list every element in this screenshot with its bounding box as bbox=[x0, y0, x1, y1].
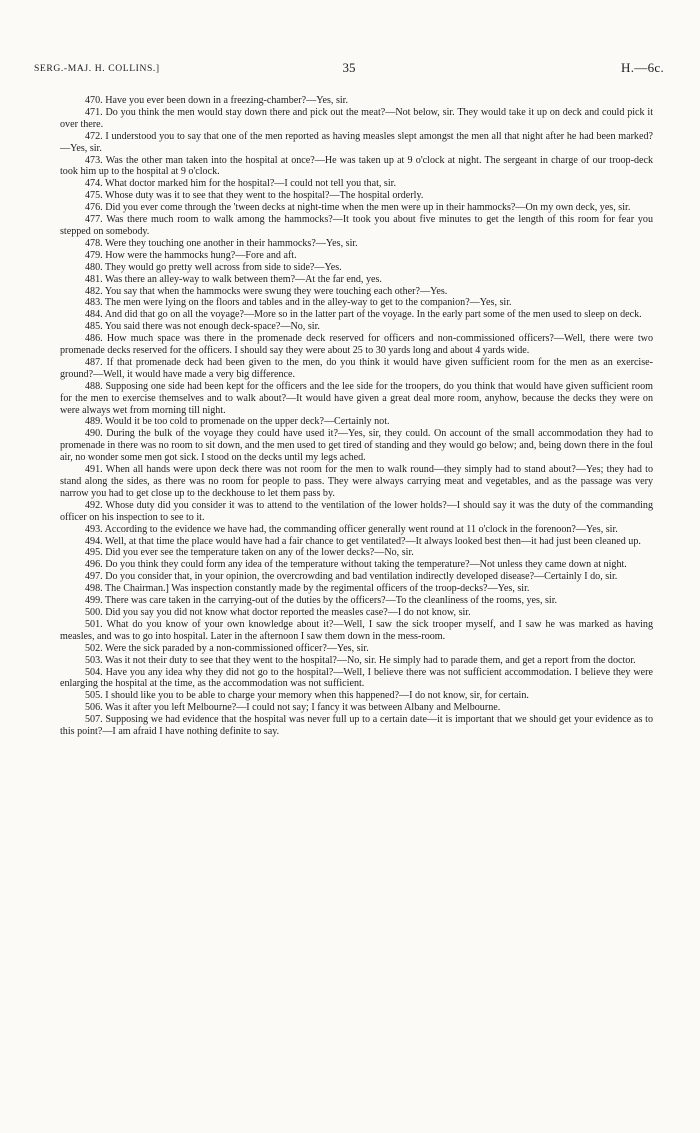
question-paragraph: 507. Supposing we had evidence that the hospital was never full up to a certain date—it is important that we should get your evidence as to this point?—I am afraid I have nothing definite to say. bbox=[60, 714, 653, 738]
question-paragraph: 479. How were the hammocks hung?—Fore and aft. bbox=[85, 249, 297, 261]
question-paragraph: 476. Did you ever come through the 'tween decks at night-time when the men were up in their hammocks?—On my own deck, yes, sir. bbox=[85, 202, 631, 214]
document-reference: H.—6c. bbox=[621, 60, 664, 75]
question-paragraph: 480. They would go pretty well across from side to side?—Yes. bbox=[85, 261, 342, 273]
question-paragraph: 478. Were they touching one another in their hammocks?—Yes, sir. bbox=[85, 237, 358, 249]
question-paragraph: 499. There was care taken in the carrying-out of the duties by the officers?—To the cleanliness of the rooms, yes, sir. bbox=[85, 595, 558, 607]
question-paragraph: 484. And did that go on all the voyage?—More so in the latter part of the voyage. In the early part some of the men used to sleep on deck. bbox=[85, 309, 642, 321]
question-paragraph: 474. What doctor marked him for the hospital?—I could not tell you that, sir. bbox=[85, 178, 396, 190]
question-paragraph: 506. Was it after you left Melbourne?—I could not say; I fancy it was between Albany and Melbourne. bbox=[85, 702, 501, 714]
evidence-text bbox=[60, 95, 653, 738]
question-paragraph: 500. Did you say you did not know what doctor reported the measles case?—I do not know, sir. bbox=[85, 606, 471, 618]
question-paragraph: 501. What do you know of your own knowledge about it?—Well, I saw the sick trooper myself, and I saw he was marked as having measles, and was to go into hospital. Later in the afternoon I saw them down in the mess-room. bbox=[60, 618, 653, 642]
question-paragraph: 475. Whose duty was it to see that they went to the hospital?—The hospital orderly. bbox=[85, 190, 424, 202]
question-paragraph: 481. Was there an alley-way to walk between them?—At the far end, yes. bbox=[85, 273, 382, 285]
question-paragraph: 487. If that promenade deck had been given to the men, do you think it would have given sufficient room for the men as an exercise-ground?—Well, it would have made a very big difference. bbox=[60, 356, 653, 380]
question-paragraph: 493. According to the evidence we have had, the commanding officer generally went round at 11 o'clock in the forenoon?—Yes, sir. bbox=[85, 523, 618, 535]
question-paragraph: 482. You say that when the hammocks were swung they were touching each other?—Yes. bbox=[85, 285, 448, 297]
question-paragraph: 473. Was the other man taken into the hospital at once?—He was taken up at 9 o'clock at night. The sergeant in charge of our troop-deck took him up to the hospital at 9 o'clock. bbox=[60, 154, 653, 178]
question-paragraph: 471. Do you think the men would stay down there and pick out the meat?—Not below, sir. They would take it up on deck and could pick it over there. bbox=[60, 106, 653, 130]
question-paragraph: 494. Well, at that time the place would have had a fair chance to get ventilated?—It always looked best then—it had just been cleaned up. bbox=[85, 535, 641, 547]
question-paragraph: 492. Whose duty did you consider it was to attend to the ventilation of the lower holds?—I should say it was the duty of the commanding officer on his inspection to see to it. bbox=[60, 499, 653, 523]
question-paragraph: 488. Supposing one side had been kept for the officers and the lee side for the troopers, do you think that would have given sufficient room for the men to exercise themselves and to walk about?—It would have given a great deal more room, anyhow, because the decks they were on were always wet from morning till night. bbox=[60, 380, 653, 416]
header-witness-name: SERG.-MAJ. H. COLLINS.] bbox=[34, 63, 160, 74]
page-header bbox=[34, 60, 664, 78]
question-paragraph: 486. How much space was there in the promenade deck reserved for officers and non-commissioned officers?—Well, there were two promenade decks reserved for the officers. I should say they were about 25 to 30 yards long and about 4 yards wide. bbox=[60, 333, 653, 357]
question-paragraph: 498. The Chairman.] Was inspection constantly made by the regimental officers of the troop-decks?—Yes, sir. bbox=[85, 583, 530, 595]
question-paragraph: 503. Was it not their duty to see that they went to the hospital?—No, sir. He simply had to parade them, and get a report from the doctor. bbox=[85, 654, 636, 666]
question-paragraph: 496. Do you think they could form any idea of the temperature without taking the temperature?—Not unless they came down at night. bbox=[85, 559, 627, 571]
page-number: 35 bbox=[342, 60, 356, 75]
question-paragraph: 491. When all hands were upon deck there was not room for the men to walk round—they simply had to stand about?—Yes; they had to stand along the sides, as there was no room for people to pass. They were always carrying meat and vegetables, and as the passage was very narrow you had to get close up to the deckhouse to let them pass by. bbox=[60, 464, 653, 499]
question-paragraph: 502. Were the sick paraded by a non-commissioned officer?—Yes, sir. bbox=[85, 642, 369, 654]
question-paragraph: 489. Would it be too cold to promenade on the upper deck?—Certainly not. bbox=[85, 416, 390, 428]
question-paragraph: 495. Did you ever see the temperature taken on any of the lower decks?—No, sir. bbox=[85, 547, 414, 559]
question-paragraph: 485. You said there was not enough deck-space?—No, sir. bbox=[85, 321, 320, 333]
question-paragraph: 490. During the bulk of the voyage they could have used it?—Yes, sir, they could. On account of the small accommodation they had to promenade in there was no room to sit down, and the men used to get tired of standing and they would go below; and, being down there in the foul air, no wonder some men got sick. I stood on the decks until my legs ached. bbox=[60, 428, 653, 464]
question-paragraph: 477. Was there much room to walk among the hammocks?—It took you about five minutes to get the length of this room for fear you stepped on somebody. bbox=[60, 214, 653, 237]
question-paragraph: 504. Have you any idea why they did not go to the hospital?—Well, I believe there was not sufficient accommodation. I believe they were enlarging the hospital at the time, as the accommodation was not sufficient. bbox=[60, 666, 653, 690]
question-paragraph: 470. Have you ever been down in a freezing-chamber?—Yes, sir. bbox=[85, 95, 349, 106]
question-paragraph: 497. Do you consider that, in your opinion, the overcrowding and bad ventilation indirectly developed disease?—Certainly I do, sir. bbox=[85, 571, 618, 583]
question-paragraph: 505. I should like you to be able to charge your memory when this happened?—I do not know, sir, for certain. bbox=[85, 690, 529, 702]
question-paragraph: 483. The men were lying on the floors and tables and in the alley-way to get to the companion?—Yes, sir. bbox=[85, 297, 512, 309]
question-paragraph: 472. I understood you to say that one of the men reported as having measles slept amongst the men all that night after he had been marked?—Yes, sir. bbox=[60, 130, 653, 154]
